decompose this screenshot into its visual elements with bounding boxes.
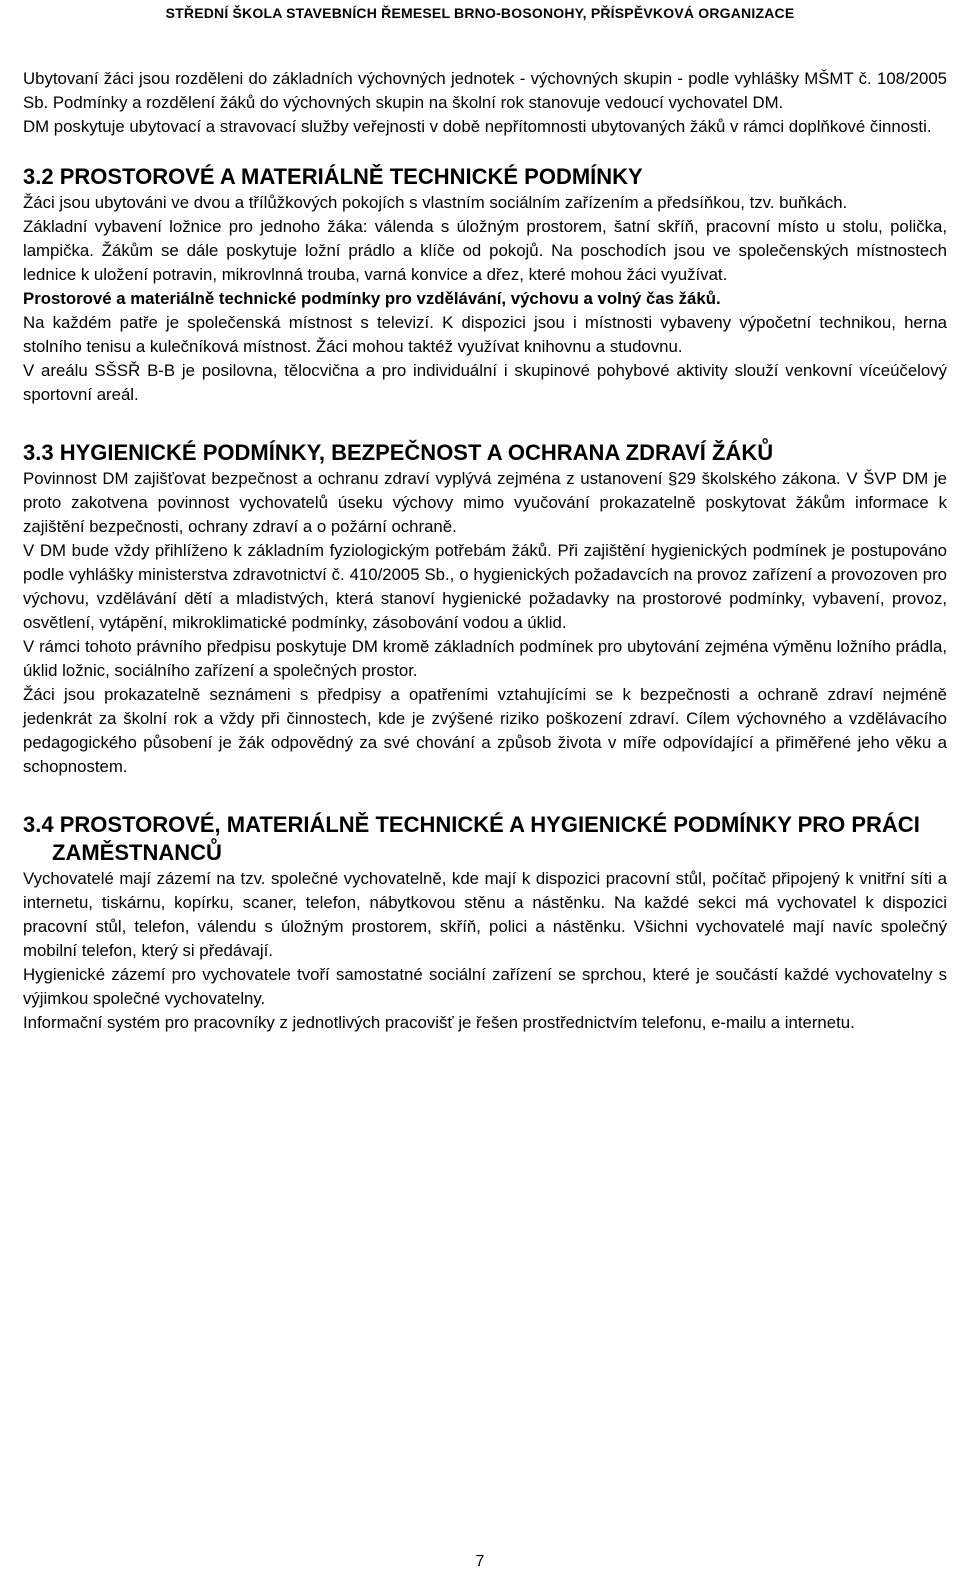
intro-paragraph-1: Ubytovaní žáci jsou rozděleni do základních výchovných jednotek - výchovných skupin - podle vyhlášky MŠMT č. 108/2005 Sb. Podmínky a rozdělení žáků do výchovných skupin na školní rok stanovuje vedoucí vychovatel DM. [23,69,947,112]
document-body [23,67,947,1035]
section-3-3-paragraph-4: Žáci jsou prokazatelně seznámeni s předpisy a opatřeními vztahujícími se k bezpečnosti a ochraně zdraví nejméně jedenkrát za školní rok a vždy při činnostech, kde je zvýšené riziko poškození zdraví. Cílem výchovného a vzdělávacího pedagogického působení je žák odpovědný za své chování a způsob života v míře odpovídající a přiměřené jeho věku a schopnostem. [23,685,947,776]
section-3-4-paragraph-3: Informační systém pro pracovníky z jednotlivých pracovišť je řešen prostřednictvím telefonu, e-mailu a internetu. [23,1013,855,1032]
section-3-4-paragraph-1: Vychovatelé mají zázemí na tzv. společné vychovatelně, kde mají k dispozici pracovní stůl, počítač připojený k vnitřní síti a internetu, tiskárnu, kopírku, scaner, telefon, nábytkovou stěnu a nástěnku. Na každé sekci má vychovatel k dispozici pracovní stůl, telefon, válendu s úložným prostorem, skříň, polici a nástěnku. Všichni vychovatelé mají navíc společný mobilní telefon, který si předávají. [23,869,947,960]
section-3-3-paragraph-1: Povinnost DM zajišťovat bezpečnost a ochranu zdraví vyplývá zejména z ustanovení §29 školského zákona. V ŠVP DM je proto zakotvena povinnost vychovatelů úseku výchovy mimo vyučování prokazatelně poskytovat žákům informace k zajištění bezpečnosti, ochrany zdraví a o požární ochraně. [23,469,947,536]
section-3-2-paragraph-3: Na každém patře je společenská místnost s televizí. K dispozici jsou i místnosti vybaveny výpočetní technikou, herna stolního tenisu a kulečníková místnost. Žáci mohou taktéž využívat knihovnu a studovnu. [23,313,947,356]
section-3-3-heading: 3.3 HYGIENICKÉ PODMÍNKY, BEZPEČNOST A OCHRANA ZDRAVÍ ŽÁKŮ [23,440,774,465]
page-header: STŘEDNÍ ŠKOLA STAVEBNÍCH ŘEMESEL BRNO-BOSONOHY, PŘÍSPĚVKOVÁ ORGANIZACE [165,5,795,21]
section-3-2-paragraph-1: Žáci jsou ubytováni ve dvou a třílůžkových pokojích s vlastním sociálním zařízením a předsíňkou, tzv. buňkách. [23,193,848,212]
section-3-4-heading: 3.4 PROSTOROVÉ, MATERIÁLNĚ TECHNICKÉ A HYGIENICKÉ PODMÍNKY PRO PRÁCI ZAMĚSTNANCŮ [23,812,920,865]
page-number: 7 [475,1553,485,1570]
section-3-3-paragraph-2: V DM bude vždy přihlíženo k základním fyziologickým potřebám žáků. Při zajištění hygienických podmínek je postupováno podle vyhlášky ministerstva zdravotnictví č. 410/2005 Sb., o hygienických požadavcích na provoz zařízení a provozoven pro výchovu, vzdělávání dětí a mladistvých, která stanoví hygienické požadavky na prostorové podmínky, vybavení, provoz, osvětlení, vytápění, mikroklimatické podmínky, zásobování vodou a úklid. [23,541,947,632]
intro-paragraph-2: DM poskytuje ubytovací a stravovací služby veřejnosti v době nepřítomnosti ubytovaných žáků v rámci doplňkové činnosti. [23,117,932,136]
section-3-2-heading: 3.2 PROSTOROVÉ A MATERIÁLNĚ TECHNICKÉ PODMÍNKY [23,164,643,189]
section-3-4-paragraph-2: Hygienické zázemí pro vychovatele tvoří samostatné sociální zařízení se sprchou, které je součástí každé vychovatelny s výjimkou společné vychovatelny. [23,965,947,1008]
section-3-2-bold-line: Prostorové a materiálně technické podmínky pro vzdělávání, výchovu a volný čas žáků. [23,289,721,308]
section-3-3-paragraph-3: V rámci tohoto právního předpisu poskytuje DM kromě základních podmínek pro ubytování zejména výměnu ložního prádla, úklid ložnic, sociálního zařízení a společných prostor. [23,637,947,680]
section-3-2-paragraph-2: Základní vybavení ložnice pro jednoho žáka: válenda s úložným prostorem, šatní skříň, pracovní místo u stolu, polička, lampička. Žákům se dále poskytuje ložní prádlo a klíče od pokojů. Na poschodích jsou ve společenských místnostech lednice k uložení potravin, mikrovlnná trouba, varná konvice a dřez, které mohou žáci využívat. [23,217,947,284]
section-3-2-paragraph-4: V areálu SŠSŘ B-B je posilovna, tělocvična a pro individuální i skupinové pohybové aktivity slouží venkovní víceúčelový sportovní areál. [23,361,947,404]
